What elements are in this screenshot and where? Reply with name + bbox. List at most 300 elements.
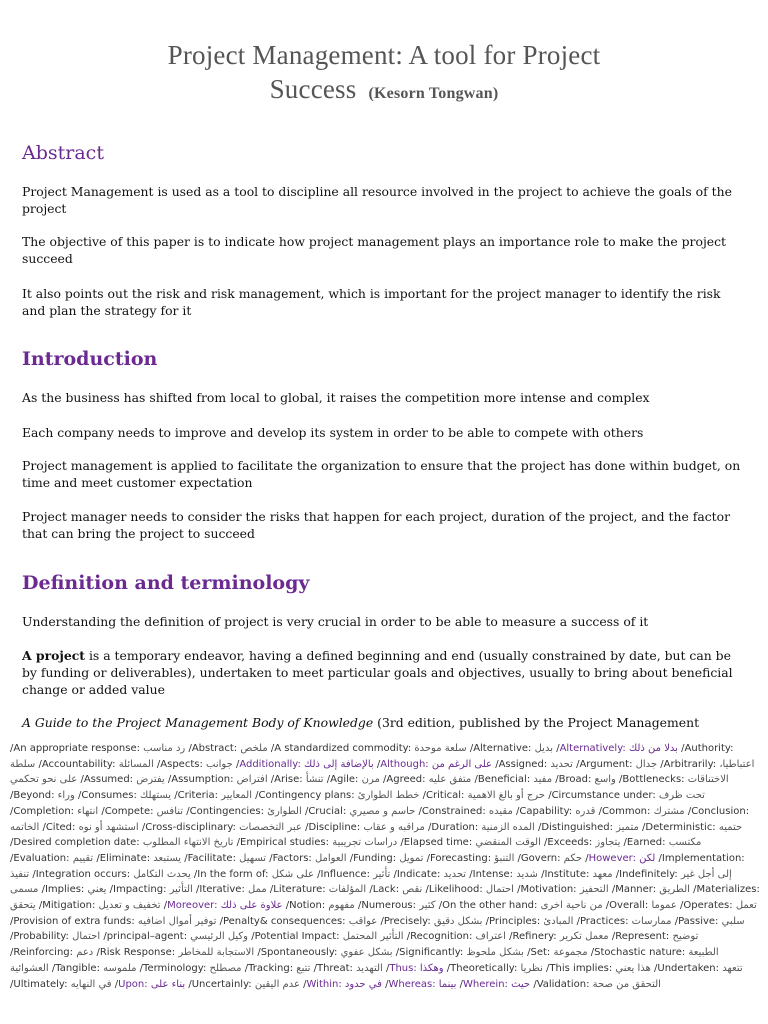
glossary-translation: في النهايه <box>70 978 112 990</box>
glossary-entry <box>377 759 492 770</box>
glossary-translation: متميز <box>616 821 639 833</box>
glossary-separator: / <box>546 962 550 974</box>
glossary-separator: / <box>80 774 84 786</box>
glossary-entry <box>10 837 233 848</box>
glossary-term: Thus: <box>389 962 420 974</box>
glossary-entry <box>103 931 248 942</box>
definition-paragraph-3 <box>22 714 746 731</box>
glossary-entry <box>439 900 603 911</box>
glossary-separator: / <box>418 805 422 817</box>
glossary-entry <box>157 759 233 770</box>
glossary-term: Threat: <box>316 962 357 974</box>
glossary-entry <box>327 774 380 785</box>
glossary-term: Deterministic: <box>645 821 719 833</box>
glossary-translation: حكم <box>563 852 583 864</box>
glossary-translation: يحدث التكامل <box>133 868 191 880</box>
document-title <box>0 38 768 111</box>
glossary-separator: / <box>303 978 307 990</box>
glossary-entry <box>184 853 266 864</box>
glossary-translation: سلطة <box>10 758 36 770</box>
glossary-term: Arise: <box>274 774 306 786</box>
glossary-separator: / <box>438 900 443 912</box>
glossary-separator: / <box>255 790 259 802</box>
glossary-translation: عموما <box>651 900 677 912</box>
glossary-separator: / <box>96 852 100 864</box>
glossary-entry <box>271 774 324 785</box>
glossary-term: On the other hand: <box>442 900 541 912</box>
glossary-translation: التهديد <box>356 962 383 974</box>
introduction-paragraph-2: Each company needs to improve and develop its system in order to be able to compete with others <box>22 425 644 440</box>
glossary-entry <box>624 837 702 848</box>
glossary-translation: تسهيل <box>239 852 267 864</box>
glossary-separator: / <box>674 915 679 927</box>
glossary-term: Mitigation: <box>42 900 99 912</box>
glossary-translation: التأثير المحتمل <box>342 931 404 943</box>
glossary-separator: / <box>469 743 474 754</box>
glossary-term: Common: <box>601 805 654 817</box>
glossary-translation: التحقق من صحة <box>592 978 661 990</box>
glossary-entry <box>680 900 757 911</box>
glossary-separator: / <box>349 852 354 864</box>
glossary-translation: بدلا من ذلك <box>628 743 678 754</box>
glossary-entry <box>419 806 513 817</box>
glossary-term: Manner: <box>615 884 660 896</box>
title-success: Success <box>269 74 357 104</box>
glossary-separator: / <box>485 915 490 927</box>
glossary-separator: / <box>687 805 692 817</box>
glossary-translation: تمويل <box>399 852 424 864</box>
glossary-term: Validation: <box>536 978 593 990</box>
glossary-entry <box>517 884 608 895</box>
glossary-term: Agreed: <box>386 774 429 786</box>
glossary-separator: / <box>186 805 190 817</box>
glossary-separator: / <box>10 915 14 927</box>
glossary-entry <box>32 869 190 880</box>
glossary-translation: الوقت المنقضي <box>475 837 541 849</box>
glossary-entry <box>527 947 587 958</box>
glossary-separator: / <box>101 805 105 817</box>
glossary-translation: وهكذا <box>419 962 444 974</box>
glossary-entry <box>427 853 515 864</box>
glossary-entry <box>255 790 419 801</box>
glossary-term: Refinery: <box>512 931 560 943</box>
glossary-separator: / <box>537 821 542 833</box>
glossary-term: Bottlenecks: <box>622 774 688 786</box>
glossary-translation: لكن <box>639 852 656 864</box>
glossary-separator: / <box>383 774 387 786</box>
glossary-translation: حاسم و مصيري <box>349 805 416 817</box>
glossary-entry <box>576 759 657 770</box>
glossary-separator: / <box>426 852 430 864</box>
glossary-entry <box>546 963 651 974</box>
glossary-term: Constrained: <box>421 805 489 817</box>
glossary-entry <box>10 806 98 817</box>
glossary-separator: / <box>357 900 362 912</box>
glossary-term: In the form of: <box>197 868 272 880</box>
glossary-translation: بشكل عفوي <box>340 947 393 959</box>
title-line-1: Project Management: A tool for Project <box>167 40 601 70</box>
glossary-translation: متفق عليه <box>428 774 472 786</box>
glossary-entry <box>236 759 374 770</box>
glossary-separator: / <box>313 962 317 974</box>
glossary-term: Assumption: <box>171 774 237 786</box>
glossary-entry <box>509 931 609 942</box>
glossary-entry <box>39 900 161 911</box>
glossary-translation: بينما <box>438 978 457 990</box>
glossary-separator: / <box>188 978 192 990</box>
glossary-term: Contingency plans: <box>258 790 358 802</box>
glossary-separator: / <box>236 837 241 849</box>
glossary-term: Iterative: <box>199 884 248 896</box>
glossary-term: Precisely: <box>383 915 434 927</box>
glossary-translation: نظريا <box>520 962 543 974</box>
glossary-term: Circumstance under: <box>551 790 659 802</box>
abstract-paragraph-1: Project Management is used as a tool to discipline all resource involved in the project to achieve the goals of the project <box>22 184 732 216</box>
definition-paragraph-2 <box>22 647 746 698</box>
glossary-entry <box>428 822 535 833</box>
glossary-separator: / <box>585 852 589 864</box>
glossary-entry <box>317 869 390 880</box>
glossary-term: Compete: <box>104 805 157 817</box>
glossary-translation: انتهاء <box>77 805 99 817</box>
glossary-term: Motivation: <box>520 884 580 896</box>
glossary-entry <box>42 884 107 895</box>
glossary-translation: حيث <box>511 978 531 990</box>
glossary-translation: خطط الطوارئ <box>357 790 420 802</box>
glossary-translation: نقص <box>402 884 423 896</box>
glossary-term: Institute: <box>544 868 593 880</box>
glossary-entry <box>350 853 424 864</box>
glossary-translation: يستبعد <box>153 852 182 864</box>
glossary-term: Conclusion: <box>691 805 750 817</box>
glossary-separator: / <box>114 978 119 990</box>
glossary-term: Abstract: <box>191 743 241 754</box>
glossary-entry <box>400 837 540 848</box>
glossary-term: Contingencies: <box>189 805 268 817</box>
glossary-translation: ممارسات <box>631 915 672 927</box>
glossary-separator: / <box>10 837 14 849</box>
glossary-separator: / <box>516 805 520 817</box>
glossary-term: Discipline: <box>308 821 364 833</box>
glossary-translation: يفترض <box>136 774 165 786</box>
glossary-separator: / <box>527 947 531 959</box>
glossary-term: Whereas: <box>388 978 439 990</box>
glossary-translation: دعم <box>76 947 94 959</box>
glossary-term: Risk Response: <box>99 947 179 959</box>
glossary-term: Duration: <box>431 821 482 833</box>
glossary-term: Authority: <box>684 743 734 754</box>
glossary-term: An appropriate response: <box>13 743 144 754</box>
glossary-term: Upon: <box>118 978 151 990</box>
glossary-separator: / <box>548 790 552 802</box>
glossary-translation: احتمال <box>72 931 101 943</box>
glossary-entry <box>38 759 153 770</box>
glossary-translation: جدال <box>635 758 658 770</box>
glossary-entry <box>10 916 216 927</box>
glossary-separator: / <box>96 947 100 959</box>
glossary-entry <box>619 774 729 785</box>
glossary-term: Facilitate: <box>187 852 240 864</box>
glossary-separator: / <box>611 931 616 943</box>
glossary-entry <box>110 884 193 895</box>
glossary-term: Funding: <box>353 852 400 864</box>
glossary-entry <box>606 900 677 911</box>
glossary-translation: الطريق <box>659 884 690 896</box>
glossary-separator: / <box>235 758 240 770</box>
glossary-entry <box>80 774 164 785</box>
glossary-entry <box>257 947 392 958</box>
glossary-term: Completion: <box>13 805 78 817</box>
abstract-paragraph-2: The objective of this paper is to indicate how project management plays an importance role to make the project succeed <box>22 234 727 266</box>
glossary-translation: بناء على <box>150 978 186 990</box>
glossary-separator: / <box>660 758 664 770</box>
glossary-translation: التحفيز <box>579 884 609 896</box>
glossary-translation: على شكل <box>271 868 314 880</box>
glossary-separator: / <box>541 868 545 880</box>
glossary-separator: / <box>10 852 14 864</box>
glossary-entry <box>380 916 482 927</box>
glossary-term: Wherein: <box>463 978 512 990</box>
glossary-entry <box>220 916 378 927</box>
glossary-translation: جوانب <box>206 758 233 770</box>
glossary-translation: وكيل الرئيسي <box>190 931 249 943</box>
glossary-translation: قدره <box>575 805 596 817</box>
glossary-term: Uncertainly: <box>191 978 255 990</box>
glossary-translation: ملموسه <box>103 962 137 974</box>
glossary-separator: / <box>658 852 662 864</box>
glossary-separator: / <box>317 868 321 880</box>
glossary-translation: حتميه <box>718 821 743 833</box>
glossary-translation: مرن <box>361 774 380 786</box>
glossary-term: Capability: <box>519 805 576 817</box>
glossary-translation: يتحقق <box>10 900 36 912</box>
glossary-translation: مكتسب <box>668 837 702 849</box>
glossary-entry <box>538 822 639 833</box>
glossary-translation: شديد <box>516 868 538 880</box>
glossary-separator: / <box>304 805 309 817</box>
glossary-translation: على الرغم من <box>431 758 493 770</box>
glossary-entry <box>599 806 685 817</box>
glossary-entry <box>369 884 422 895</box>
glossary-separator: / <box>196 884 200 896</box>
glossary-translation: تخفيف و تعديل <box>98 900 161 912</box>
glossary-translation: افتراض <box>236 774 268 786</box>
glossary-translation: في حدود <box>344 978 382 990</box>
glossary-entry <box>486 916 574 927</box>
pmbok-edition: (3rd edition, published by the Project Management <box>373 715 700 730</box>
glossary-translation: يستهلك <box>140 790 172 802</box>
glossary-translation: تحديد <box>443 868 467 880</box>
glossary-term: Penalty& consequences: <box>222 915 349 927</box>
glossary-translation: الاختناقات <box>687 774 729 786</box>
glossary-entry <box>544 837 620 848</box>
glossary-separator: / <box>619 774 623 786</box>
glossary-term: Eliminate: <box>99 852 154 864</box>
glossary-term: Represent: <box>615 931 673 943</box>
glossary-term: Implies: <box>44 884 88 896</box>
glossary-translation: تحت ظرف <box>658 790 705 802</box>
glossary-entry <box>386 963 444 974</box>
glossary-term: Undertaken: <box>657 962 723 974</box>
glossary-term: Broad: <box>558 774 595 786</box>
glossary-entry <box>10 931 100 942</box>
glossary-term: Although: <box>380 758 432 770</box>
glossary-entry <box>654 963 743 974</box>
glossary-separator: / <box>425 884 429 896</box>
glossary-term: Likelihood: <box>428 884 486 896</box>
glossary-separator: / <box>41 884 45 896</box>
glossary-separator: / <box>174 790 178 802</box>
glossary-term: Intense: <box>472 868 517 880</box>
glossary-entry <box>555 774 616 785</box>
definition-heading: Definition and terminology <box>22 572 310 594</box>
glossary-term: Operates: <box>683 900 736 912</box>
glossary-term: Assigned: <box>498 758 551 770</box>
glossary-entry <box>286 900 355 911</box>
glossary-separator: / <box>395 947 400 959</box>
glossary-separator: / <box>385 962 390 974</box>
glossary-term: Reinforcing: <box>13 947 77 959</box>
glossary-entry <box>642 822 742 833</box>
glossary-entry <box>548 790 705 801</box>
glossary-term: Moreover: <box>167 900 221 912</box>
glossary-separator: / <box>681 743 685 754</box>
glossary-term: Theoretically: <box>450 962 521 974</box>
glossary-term: Provision of extra funds: <box>13 915 138 927</box>
glossary-term: Potential Impact: <box>254 931 343 943</box>
glossary-separator: / <box>244 962 249 974</box>
glossary-entry <box>612 931 699 942</box>
glossary-separator: / <box>474 774 478 786</box>
glossary-separator: / <box>428 821 432 833</box>
glossary-separator: / <box>270 774 275 786</box>
glossary-separator: / <box>38 758 42 770</box>
glossary-separator: / <box>495 758 499 770</box>
glossary-entry <box>407 931 506 942</box>
glossary-entry <box>518 853 583 864</box>
glossary-term: Terminology: <box>143 962 210 974</box>
glossary-entry <box>115 979 185 990</box>
glossary-separator: / <box>78 790 82 802</box>
glossary-term: Ultimately: <box>13 978 71 990</box>
glossary-entry <box>447 963 543 974</box>
glossary-term: principal–agent: <box>106 931 191 943</box>
glossary-translation: سلبي <box>721 915 745 927</box>
glossary-separator: / <box>679 900 684 912</box>
glossary-entry <box>194 869 314 880</box>
glossary-translation: بشكل ملحوظ <box>466 947 524 959</box>
glossary-separator: / <box>163 900 168 912</box>
glossary-separator: / <box>251 931 255 943</box>
glossary-term: Significantly: <box>399 947 467 959</box>
glossary-term: Numerous: <box>361 900 420 912</box>
glossary-separator: / <box>103 931 107 943</box>
glossary-translation: يعني <box>87 884 107 896</box>
glossary-term: Consumes: <box>81 790 141 802</box>
abstract-heading: Abstract <box>22 142 104 164</box>
introduction-paragraph-3: Project management is applied to facilitate the organization to ensure that the project has done within budget, on time and meet customer expectation <box>22 458 741 490</box>
glossary-term: Tangible: <box>55 962 104 974</box>
glossary-separator: / <box>10 743 14 754</box>
glossary-separator: / <box>555 774 559 786</box>
glossary-translation: دراسات تجريبية <box>332 837 398 849</box>
glossary-separator: / <box>615 868 620 880</box>
glossary-translation: توفير أموال اضافيه <box>137 915 217 927</box>
glossary-translation: سلعة موحدة <box>414 743 467 754</box>
glossary-separator: / <box>598 805 602 817</box>
glossary-separator: / <box>576 915 580 927</box>
glossary-translation: الطبيعة العشوائية <box>10 947 719 974</box>
glossary-translation: تأثير <box>373 868 391 880</box>
glossary-translation: تنشأ <box>305 774 324 786</box>
glossary-separator: / <box>406 931 411 943</box>
glossary-term: Factors: <box>272 852 315 864</box>
glossary-term: Assumed: <box>83 774 137 786</box>
glossary-translation: اعتباطيا، على نحو تحكمي <box>10 758 755 786</box>
glossary-entry <box>42 822 138 833</box>
glossary-translation: بديل <box>534 743 553 754</box>
glossary-term: Materializes: <box>696 884 760 896</box>
glossary-term: Practices: <box>579 915 632 927</box>
glossary-translation: الطوارئ <box>267 805 302 817</box>
glossary-separator: / <box>533 978 537 990</box>
glossary-term: Set: <box>530 947 554 959</box>
glossary-entry <box>96 853 181 864</box>
glossary-separator: / <box>376 758 381 770</box>
glossary-translation: التأثير <box>169 884 193 896</box>
abstract-paragraph-3: It also points out the risk and risk management, which is important for the project manager to identify the risk and plan the strategy for it <box>22 286 721 318</box>
glossary-term: Cross-disciplinary: <box>145 821 240 833</box>
glossary-entry <box>393 869 466 880</box>
glossary-separator: / <box>469 868 473 880</box>
glossary-separator: / <box>10 805 14 817</box>
glossary-translation: مفهوم <box>328 900 355 912</box>
glossary-separator: / <box>446 962 451 974</box>
glossary-separator: / <box>509 931 513 943</box>
glossary-separator: / <box>693 884 697 896</box>
glossary-term: However: <box>588 852 640 864</box>
glossary-entry <box>271 743 467 754</box>
glossary-separator: / <box>167 774 172 786</box>
glossary-separator: / <box>10 790 14 802</box>
glossary-translation: المؤلفات <box>328 884 367 896</box>
glossary-translation: المده الزمنية <box>481 821 535 833</box>
glossary-separator: / <box>576 758 580 770</box>
glossary-term: Empirical studies: <box>240 837 333 849</box>
glossary-entry <box>541 869 613 880</box>
glossary-entry <box>251 931 403 942</box>
glossary-term: Evaluation: <box>13 852 73 864</box>
glossary-separator: / <box>544 837 548 849</box>
glossary-translation: ممل <box>248 884 267 896</box>
glossary-entry <box>303 979 382 990</box>
glossary-term: Alternatively: <box>559 743 629 754</box>
glossary-list <box>10 741 760 992</box>
glossary-separator: / <box>139 962 144 974</box>
glossary-term: Recognition: <box>410 931 476 943</box>
glossary-term: Exceeds: <box>547 837 596 849</box>
glossary-separator: / <box>369 884 373 896</box>
glossary-translation: مراقبه و عقاب <box>363 821 425 833</box>
glossary-separator: / <box>10 947 14 959</box>
glossary-translation: توضيح <box>672 931 699 943</box>
glossary-translation: اعتراف <box>475 931 506 943</box>
glossary-entry <box>186 806 302 817</box>
glossary-separator: / <box>393 868 397 880</box>
glossary-translation: تتبع <box>296 962 311 974</box>
definition-paragraph-1: Understanding the definition of project is very crucial in order to be able to measure a success of it <box>22 614 649 629</box>
glossary-separator: / <box>10 978 14 990</box>
